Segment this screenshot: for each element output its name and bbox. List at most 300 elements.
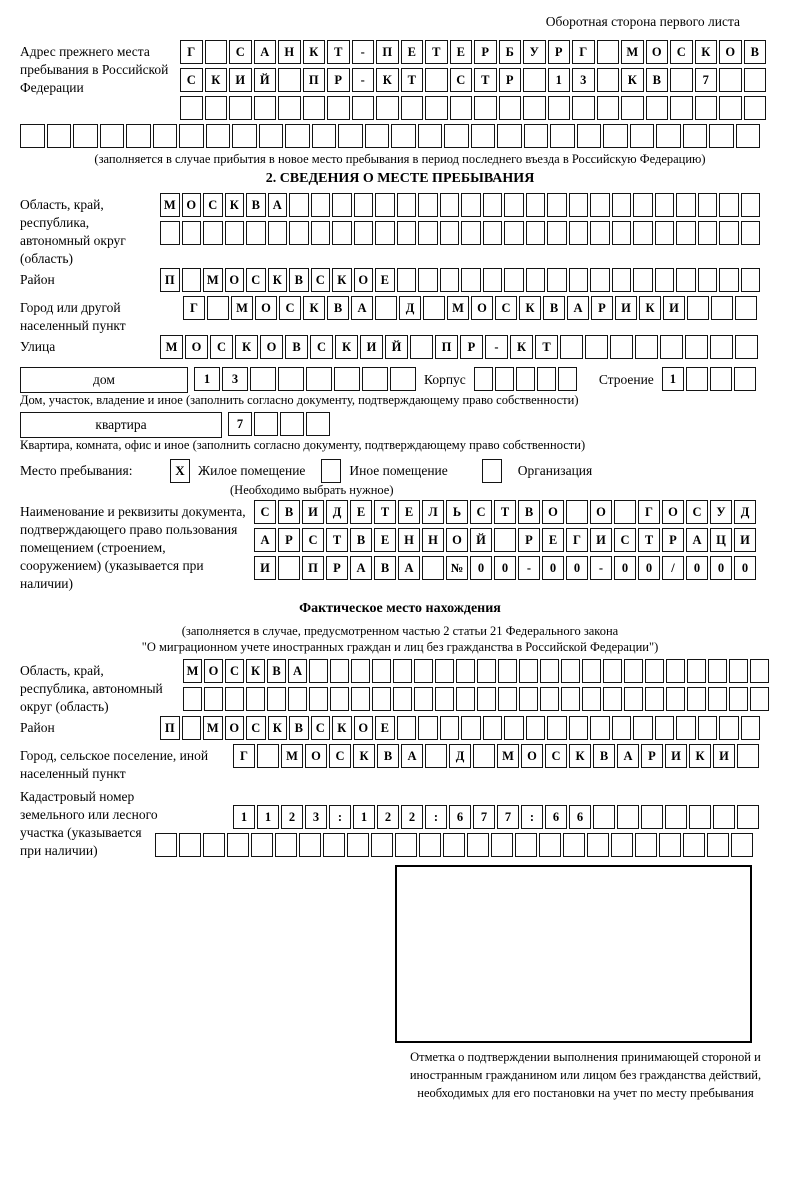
char-box: В	[289, 268, 309, 292]
char-box: Р	[662, 528, 684, 552]
char-box: М	[281, 744, 303, 768]
char-box: Т	[326, 528, 348, 552]
char-box	[695, 96, 718, 120]
char-box	[741, 193, 761, 217]
char-box	[278, 367, 304, 391]
char-box	[548, 96, 571, 120]
char-box: Е	[542, 528, 564, 552]
char-box: С	[686, 500, 708, 524]
char-box	[205, 40, 228, 64]
actual-region-row-1	[183, 659, 780, 683]
char-box	[729, 659, 748, 683]
char-box: К	[353, 744, 375, 768]
char-box: С	[210, 335, 233, 359]
char-box: Е	[350, 500, 372, 524]
char-box: К	[205, 68, 228, 92]
char-box: В	[285, 335, 308, 359]
char-box	[246, 687, 265, 711]
char-box: С	[670, 40, 693, 64]
char-box	[73, 124, 98, 148]
char-box: С	[246, 716, 266, 740]
stay-type-label: Место пребывания:	[20, 463, 133, 478]
char-box: 2	[401, 805, 423, 829]
char-box	[734, 367, 756, 391]
char-box	[515, 833, 537, 857]
char-box: Г	[566, 528, 588, 552]
char-box	[698, 221, 718, 245]
char-box: А	[254, 40, 277, 64]
house-caption: Дом, участок, владение и иное (заполнить согласно документу, подтверждающему право собственности)	[20, 393, 579, 407]
char-box: А	[398, 556, 420, 580]
char-box: О	[646, 40, 669, 64]
char-box: Д	[326, 500, 348, 524]
char-box	[483, 221, 503, 245]
house-row	[20, 367, 780, 393]
char-box	[687, 296, 709, 320]
char-box	[393, 659, 412, 683]
house-type-box: дом	[20, 367, 188, 393]
char-box	[612, 193, 632, 217]
char-box: А	[268, 193, 288, 217]
char-box	[540, 687, 559, 711]
char-box	[698, 268, 718, 292]
char-box	[456, 659, 475, 683]
char-box	[371, 833, 393, 857]
char-box: С	[229, 40, 252, 64]
char-box	[729, 687, 748, 711]
char-box: 0	[566, 556, 588, 580]
char-box: С	[246, 268, 266, 292]
char-box	[299, 833, 321, 857]
char-box	[611, 833, 633, 857]
char-box	[708, 687, 727, 711]
house-number-cells	[194, 367, 416, 391]
char-box	[710, 367, 732, 391]
char-box: -	[590, 556, 612, 580]
region-group	[20, 193, 780, 268]
actual-district-label: Район	[20, 720, 55, 735]
char-box: М	[203, 716, 223, 740]
char-box: К	[376, 68, 399, 92]
char-box: В	[246, 193, 266, 217]
char-box: 7	[228, 412, 252, 436]
previous-address-caption: (заполняется в случае прибытия в новое место пребывания в период последнего въезда в Российскую Федерацию)	[94, 152, 706, 166]
char-box	[497, 124, 522, 148]
char-box: С	[302, 528, 324, 552]
char-box: 0	[710, 556, 732, 580]
char-box	[660, 335, 683, 359]
char-box: М	[183, 659, 202, 683]
stay-type-checkbox-residential: X	[170, 459, 190, 483]
char-box: -	[518, 556, 540, 580]
char-box	[477, 687, 496, 711]
char-box	[227, 833, 249, 857]
char-box	[719, 716, 739, 740]
char-box	[153, 124, 178, 148]
char-box	[306, 367, 332, 391]
char-box: М	[621, 40, 644, 64]
char-box	[397, 193, 417, 217]
char-box: К	[519, 296, 541, 320]
char-box	[670, 96, 693, 120]
char-box: Г	[183, 296, 205, 320]
char-box: 0	[686, 556, 708, 580]
char-box	[47, 124, 72, 148]
char-box	[711, 296, 733, 320]
char-box: Й	[385, 335, 408, 359]
char-box: Н	[278, 40, 301, 64]
char-box	[309, 687, 328, 711]
char-box: Е	[450, 40, 473, 64]
previous-address-row-4	[20, 124, 780, 148]
char-box: С	[225, 659, 244, 683]
char-box	[495, 367, 514, 391]
document-group	[20, 500, 780, 593]
char-box	[665, 805, 687, 829]
char-box	[440, 716, 460, 740]
char-box	[352, 96, 375, 120]
char-box	[473, 744, 495, 768]
char-box	[182, 221, 202, 245]
char-box	[597, 96, 620, 120]
char-box	[435, 687, 454, 711]
char-box: Р	[499, 68, 522, 92]
char-box	[582, 659, 601, 683]
char-box	[203, 221, 223, 245]
stay-type-checkbox-organization	[482, 459, 502, 483]
char-box	[309, 659, 328, 683]
char-box: Р	[327, 68, 350, 92]
char-box: Л	[422, 500, 444, 524]
char-box: С	[203, 193, 223, 217]
char-box: 1	[233, 805, 255, 829]
char-box	[312, 124, 337, 148]
char-box	[126, 124, 151, 148]
char-box	[659, 833, 681, 857]
char-box: В	[593, 744, 615, 768]
char-box	[676, 221, 696, 245]
char-box	[655, 221, 675, 245]
char-box	[590, 716, 610, 740]
char-box	[731, 833, 753, 857]
char-box	[523, 68, 546, 92]
char-box: 6	[449, 805, 471, 829]
char-box	[330, 659, 349, 683]
char-box	[624, 659, 643, 683]
actual-location-caption-2: "О миграционном учете иностранных граждан и лиц без гражданства в Российской Федерации")	[141, 640, 659, 654]
char-box	[425, 96, 448, 120]
char-box	[645, 687, 664, 711]
char-box	[719, 221, 739, 245]
char-box	[735, 335, 758, 359]
char-box	[582, 687, 601, 711]
stay-type-checkbox-other	[321, 459, 341, 483]
char-box	[744, 96, 767, 120]
char-box	[440, 193, 460, 217]
char-box: И	[360, 335, 383, 359]
char-box: М	[497, 744, 519, 768]
char-box	[569, 268, 589, 292]
char-box	[332, 221, 352, 245]
char-box	[687, 687, 706, 711]
char-box: 0	[494, 556, 516, 580]
char-box	[590, 221, 610, 245]
char-box	[499, 96, 522, 120]
char-box	[612, 716, 632, 740]
char-box	[633, 716, 653, 740]
char-box: О	[590, 500, 612, 524]
char-box	[612, 268, 632, 292]
char-box	[540, 659, 559, 683]
stay-type-caption: (Необходимо выбрать нужное)	[230, 483, 394, 497]
char-box: Ь	[446, 500, 468, 524]
char-box	[418, 193, 438, 217]
char-box	[334, 367, 360, 391]
char-box	[422, 556, 444, 580]
char-box: С	[450, 68, 473, 92]
char-box: Р	[591, 296, 613, 320]
char-box: С	[614, 528, 636, 552]
char-box: Р	[518, 528, 540, 552]
char-box	[20, 124, 45, 148]
char-box: М	[203, 268, 223, 292]
char-box: С	[545, 744, 567, 768]
char-box	[666, 659, 685, 683]
char-box: :	[329, 805, 351, 829]
char-box	[524, 124, 549, 148]
char-box: С	[311, 716, 331, 740]
char-box	[577, 124, 602, 148]
char-box: В	[543, 296, 565, 320]
actual-district-row	[160, 716, 780, 740]
char-box	[519, 687, 538, 711]
char-box: Т	[638, 528, 660, 552]
char-box	[498, 687, 517, 711]
char-box	[461, 193, 481, 217]
document-row-2	[254, 528, 780, 552]
char-box	[569, 221, 589, 245]
stay-type-row	[20, 459, 780, 483]
char-box	[182, 268, 202, 292]
char-box: /	[662, 556, 684, 580]
char-box	[278, 556, 300, 580]
char-box: А	[567, 296, 589, 320]
char-box	[365, 124, 390, 148]
char-box: К	[235, 335, 258, 359]
apartment-number-cells	[228, 412, 330, 436]
char-box: Н	[422, 528, 444, 552]
actual-location-caption-1: (заполняется в случае, предусмотренном частью 2 статьи 21 Федерального закона	[181, 624, 619, 638]
char-box	[289, 221, 309, 245]
char-box: О	[521, 744, 543, 768]
char-box: А	[288, 659, 307, 683]
char-box: А	[254, 528, 276, 552]
char-box	[375, 221, 395, 245]
char-box: В	[289, 716, 309, 740]
street-group	[20, 335, 780, 363]
apartment-type-box: квартира	[20, 412, 222, 438]
char-box	[425, 744, 447, 768]
char-box	[330, 687, 349, 711]
char-box	[467, 833, 489, 857]
char-box	[614, 500, 636, 524]
char-box	[713, 805, 735, 829]
char-box	[719, 96, 742, 120]
char-box	[750, 687, 769, 711]
char-box	[676, 268, 696, 292]
char-box: 0	[638, 556, 660, 580]
char-box	[205, 96, 228, 120]
char-box: А	[686, 528, 708, 552]
char-box	[483, 716, 503, 740]
char-box: Ц	[710, 528, 732, 552]
char-box: К	[246, 659, 265, 683]
char-box: 1	[257, 805, 279, 829]
previous-address-label: Адрес прежнего места пребывания в Российской Федерации	[20, 44, 169, 95]
char-box	[646, 96, 669, 120]
city-label: Город или другой населенный пункт	[20, 300, 126, 333]
char-box: А	[401, 744, 423, 768]
region-row-2	[160, 221, 780, 245]
char-box: И	[665, 744, 687, 768]
char-box: :	[425, 805, 447, 829]
region-row-1	[160, 193, 780, 217]
char-box: К	[268, 268, 288, 292]
char-box	[251, 833, 273, 857]
char-box	[624, 687, 643, 711]
char-box: 3	[222, 367, 248, 391]
char-box	[633, 193, 653, 217]
char-box: :	[521, 805, 543, 829]
char-box	[254, 96, 277, 120]
char-box	[443, 833, 465, 857]
char-box	[206, 124, 231, 148]
char-box: В	[278, 500, 300, 524]
char-box	[323, 833, 345, 857]
char-box	[311, 193, 331, 217]
stay-option-residential-label: Жилое помещение	[198, 463, 306, 478]
char-box: С	[329, 744, 351, 768]
char-box: К	[510, 335, 533, 359]
char-box: О	[225, 716, 245, 740]
char-box	[483, 268, 503, 292]
char-box: С	[254, 500, 276, 524]
korpus-cells	[474, 367, 577, 391]
char-box: Е	[374, 528, 396, 552]
char-box	[504, 716, 524, 740]
char-box: Р	[641, 744, 663, 768]
district-label: Район	[20, 272, 55, 287]
char-box: К	[639, 296, 661, 320]
char-box	[461, 221, 481, 245]
stroenie-label: Строение	[598, 372, 654, 387]
stay-option-other-label: Иное помещение	[349, 463, 448, 478]
char-box	[351, 659, 370, 683]
char-box	[741, 716, 761, 740]
char-box	[504, 193, 524, 217]
char-box	[655, 193, 675, 217]
char-box	[471, 124, 496, 148]
char-box: 1	[548, 68, 571, 92]
char-box: О	[719, 40, 742, 64]
char-box: П	[435, 335, 458, 359]
char-box	[397, 716, 417, 740]
char-box	[257, 744, 279, 768]
confirmation-stamp-caption: Отметка о подтверждении выполнения принимающей стороной и иностранным гражданином или лицом без гражданства действий, необходимых для его постановки на учет по месту пребывания	[409, 1050, 762, 1100]
char-box	[418, 124, 443, 148]
char-box: Й	[470, 528, 492, 552]
char-box: О	[542, 500, 564, 524]
char-box	[719, 268, 739, 292]
char-box: К	[225, 193, 245, 217]
char-box	[250, 367, 276, 391]
char-box: О	[225, 268, 245, 292]
char-box	[391, 124, 416, 148]
char-box	[683, 124, 708, 148]
char-box: 0	[614, 556, 636, 580]
char-box: 3	[305, 805, 327, 829]
document-row-1	[254, 500, 780, 524]
char-box	[280, 412, 304, 436]
char-box	[523, 96, 546, 120]
char-box: О	[354, 716, 374, 740]
apartment-caption: Квартира, комната, офис и иное (заполнить согласно документу, подтверждающему право собственности)	[20, 438, 586, 452]
cadastral-row-2	[155, 833, 753, 857]
char-box	[707, 833, 729, 857]
char-box: К	[332, 268, 352, 292]
char-box	[719, 193, 739, 217]
char-box: И	[254, 556, 276, 580]
char-box	[425, 68, 448, 92]
char-box: Р	[548, 40, 571, 64]
district-row	[160, 268, 780, 292]
char-box: 2	[377, 805, 399, 829]
char-box: -	[485, 335, 508, 359]
char-box: О	[446, 528, 468, 552]
char-box: М	[231, 296, 253, 320]
char-box	[708, 659, 727, 683]
char-box	[519, 659, 538, 683]
char-box	[275, 833, 297, 857]
actual-city-group	[20, 744, 780, 783]
char-box	[155, 833, 177, 857]
char-box: П	[160, 716, 180, 740]
char-box: 3	[572, 68, 595, 92]
char-box	[666, 687, 685, 711]
char-box	[550, 124, 575, 148]
char-box: И	[663, 296, 685, 320]
korpus-label: Корпус	[424, 372, 466, 387]
previous-address-row-1	[180, 40, 780, 64]
char-box	[375, 193, 395, 217]
actual-region-row-2	[183, 687, 780, 711]
char-box	[474, 367, 493, 391]
char-box	[362, 367, 388, 391]
street-row	[160, 335, 780, 359]
char-box: №	[446, 556, 468, 580]
char-box	[278, 68, 301, 92]
char-box	[590, 268, 610, 292]
char-box: В	[744, 40, 767, 64]
char-box	[655, 268, 675, 292]
char-box: 7	[497, 805, 519, 829]
char-box: Е	[398, 500, 420, 524]
char-box: С	[470, 500, 492, 524]
char-box: Б	[499, 40, 522, 64]
char-box	[569, 716, 589, 740]
char-box	[526, 268, 546, 292]
char-box: П	[302, 556, 324, 580]
